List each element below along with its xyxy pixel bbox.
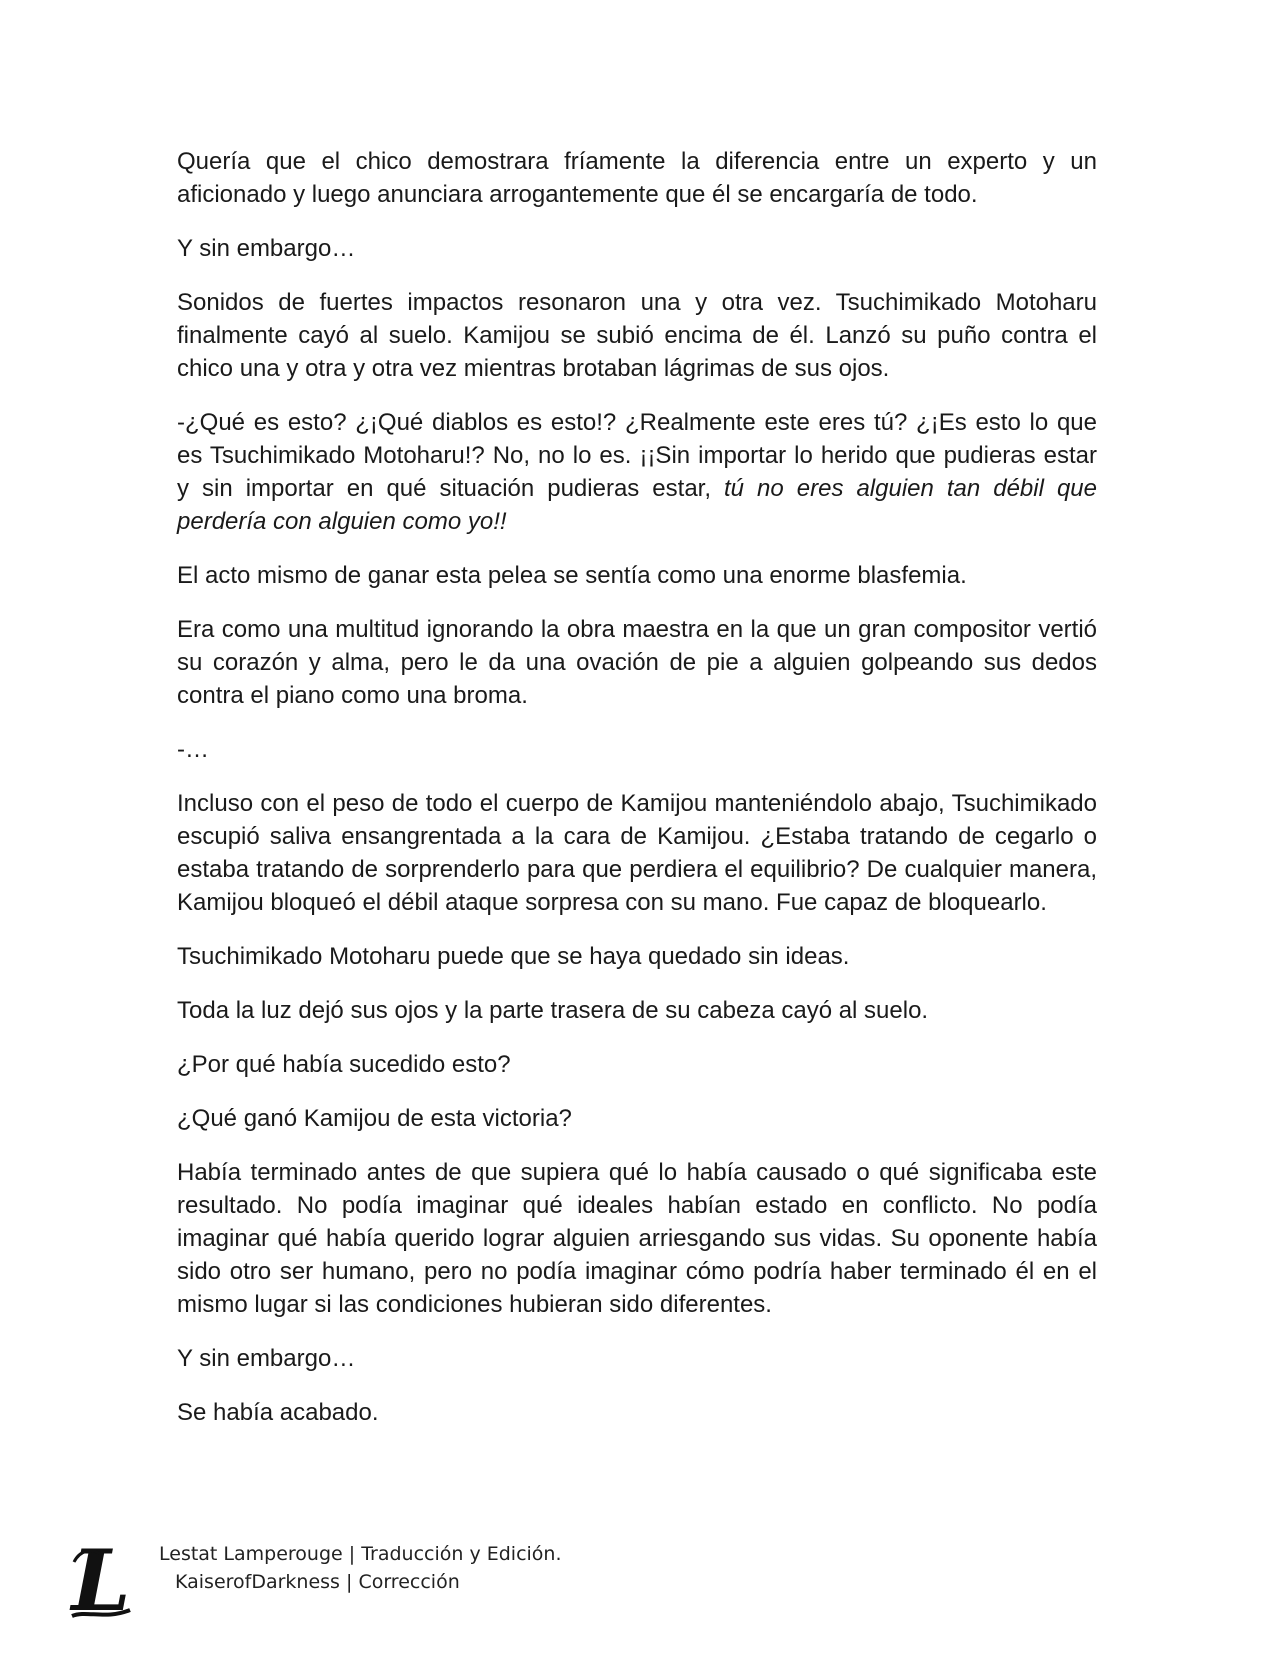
paragraph-11: ¿Por qué había sucedido esto?	[177, 1051, 511, 1078]
paragraph-3: Sonidos de fuertes impactos resonaron una y otra vez. Tsuchimikado Motoharu finalmente cayó al suelo. Kamijou se subió encima de él. Lanzó su puño contra el chico una y otra y otra vez mientras brotaban lágrimas de sus ojos.	[177, 289, 1097, 382]
page-body	[177, 145, 1097, 1450]
credit-correction: KaiserofDarkness | Corrección	[175, 1571, 460, 1593]
paragraph-10: Toda la luz dejó sus ojos y la parte trasera de su cabeza cayó al suelo.	[177, 997, 929, 1024]
paragraph-5: El acto mismo de ganar esta pelea se sentía como una enorme blasfemia.	[177, 562, 967, 589]
paragraph-15: Se había acabado.	[177, 1399, 379, 1426]
paragraph-7: -…	[177, 736, 209, 763]
paragraph-6: Era como una multitud ignorando la obra maestra en la que un gran compositor vertió su corazón y alma, pero le da una ovación de pie a alguien golpeando sus dedos contra el piano como una broma.	[177, 616, 1097, 709]
paragraph-4	[177, 406, 1097, 538]
l-logo-icon	[66, 1540, 136, 1620]
paragraph-14: Y sin embargo…	[177, 1345, 356, 1372]
paragraph-12: ¿Qué ganó Kamijou de esta victoria?	[177, 1105, 572, 1132]
paragraph-13: Había terminado antes de que supiera qué lo había causado o qué significaba este resultado. No podía imaginar qué ideales habían estado en conflicto. No podía imaginar qué había querido lograr alguien arriesgando sus vidas. Su oponente había sido otro ser humano, pero no podía imaginar cómo podría haber terminado él en el mismo lugar si las condiciones hubieran sido diferentes.	[177, 1159, 1097, 1318]
l-logo-glyph: L	[71, 1540, 131, 1620]
paragraph-2: Y sin embargo…	[177, 235, 356, 262]
paragraph-4-text: -¿Qué es esto? ¿¡Qué diablos es esto!? ¿Realmente este eres tú? ¿¡Es esto lo que es Tsuchimikado Motoharu!? No, no lo es. ¡¡Sin importar lo herido que pudieras estar y sin importar en qué situación pudieras estar,	[177, 409, 1097, 502]
paragraph-9: Tsuchimikado Motoharu puede que se haya quedado sin ideas.	[177, 943, 850, 970]
credits	[159, 1540, 562, 1596]
paragraph-1: Quería que el chico demostrara fríamente la diferencia entre un experto y un aficionado y luego anunciara arrogantemente que él se encargaría de todo.	[177, 148, 1097, 208]
page-footer	[62, 1540, 662, 1640]
paragraph-8: Incluso con el peso de todo el cuerpo de Kamijou manteniéndolo abajo, Tsuchimikado escupió saliva ensangrentada a la cara de Kamijou. ¿Estaba tratando de cegarlo o estaba tratando de sorprenderlo para que perdiera el equilibrio? De cualquier manera, Kamijou bloqueó el débil ataque sorpresa con su mano. Fue capaz de bloquearlo.	[177, 790, 1097, 916]
credit-translation: Lestat Lamperouge | Traducción y Edición.	[159, 1543, 562, 1565]
paragraph-4-italic: tú no eres alguien tan débil que perdería con alguien como yo!!	[177, 475, 1097, 535]
